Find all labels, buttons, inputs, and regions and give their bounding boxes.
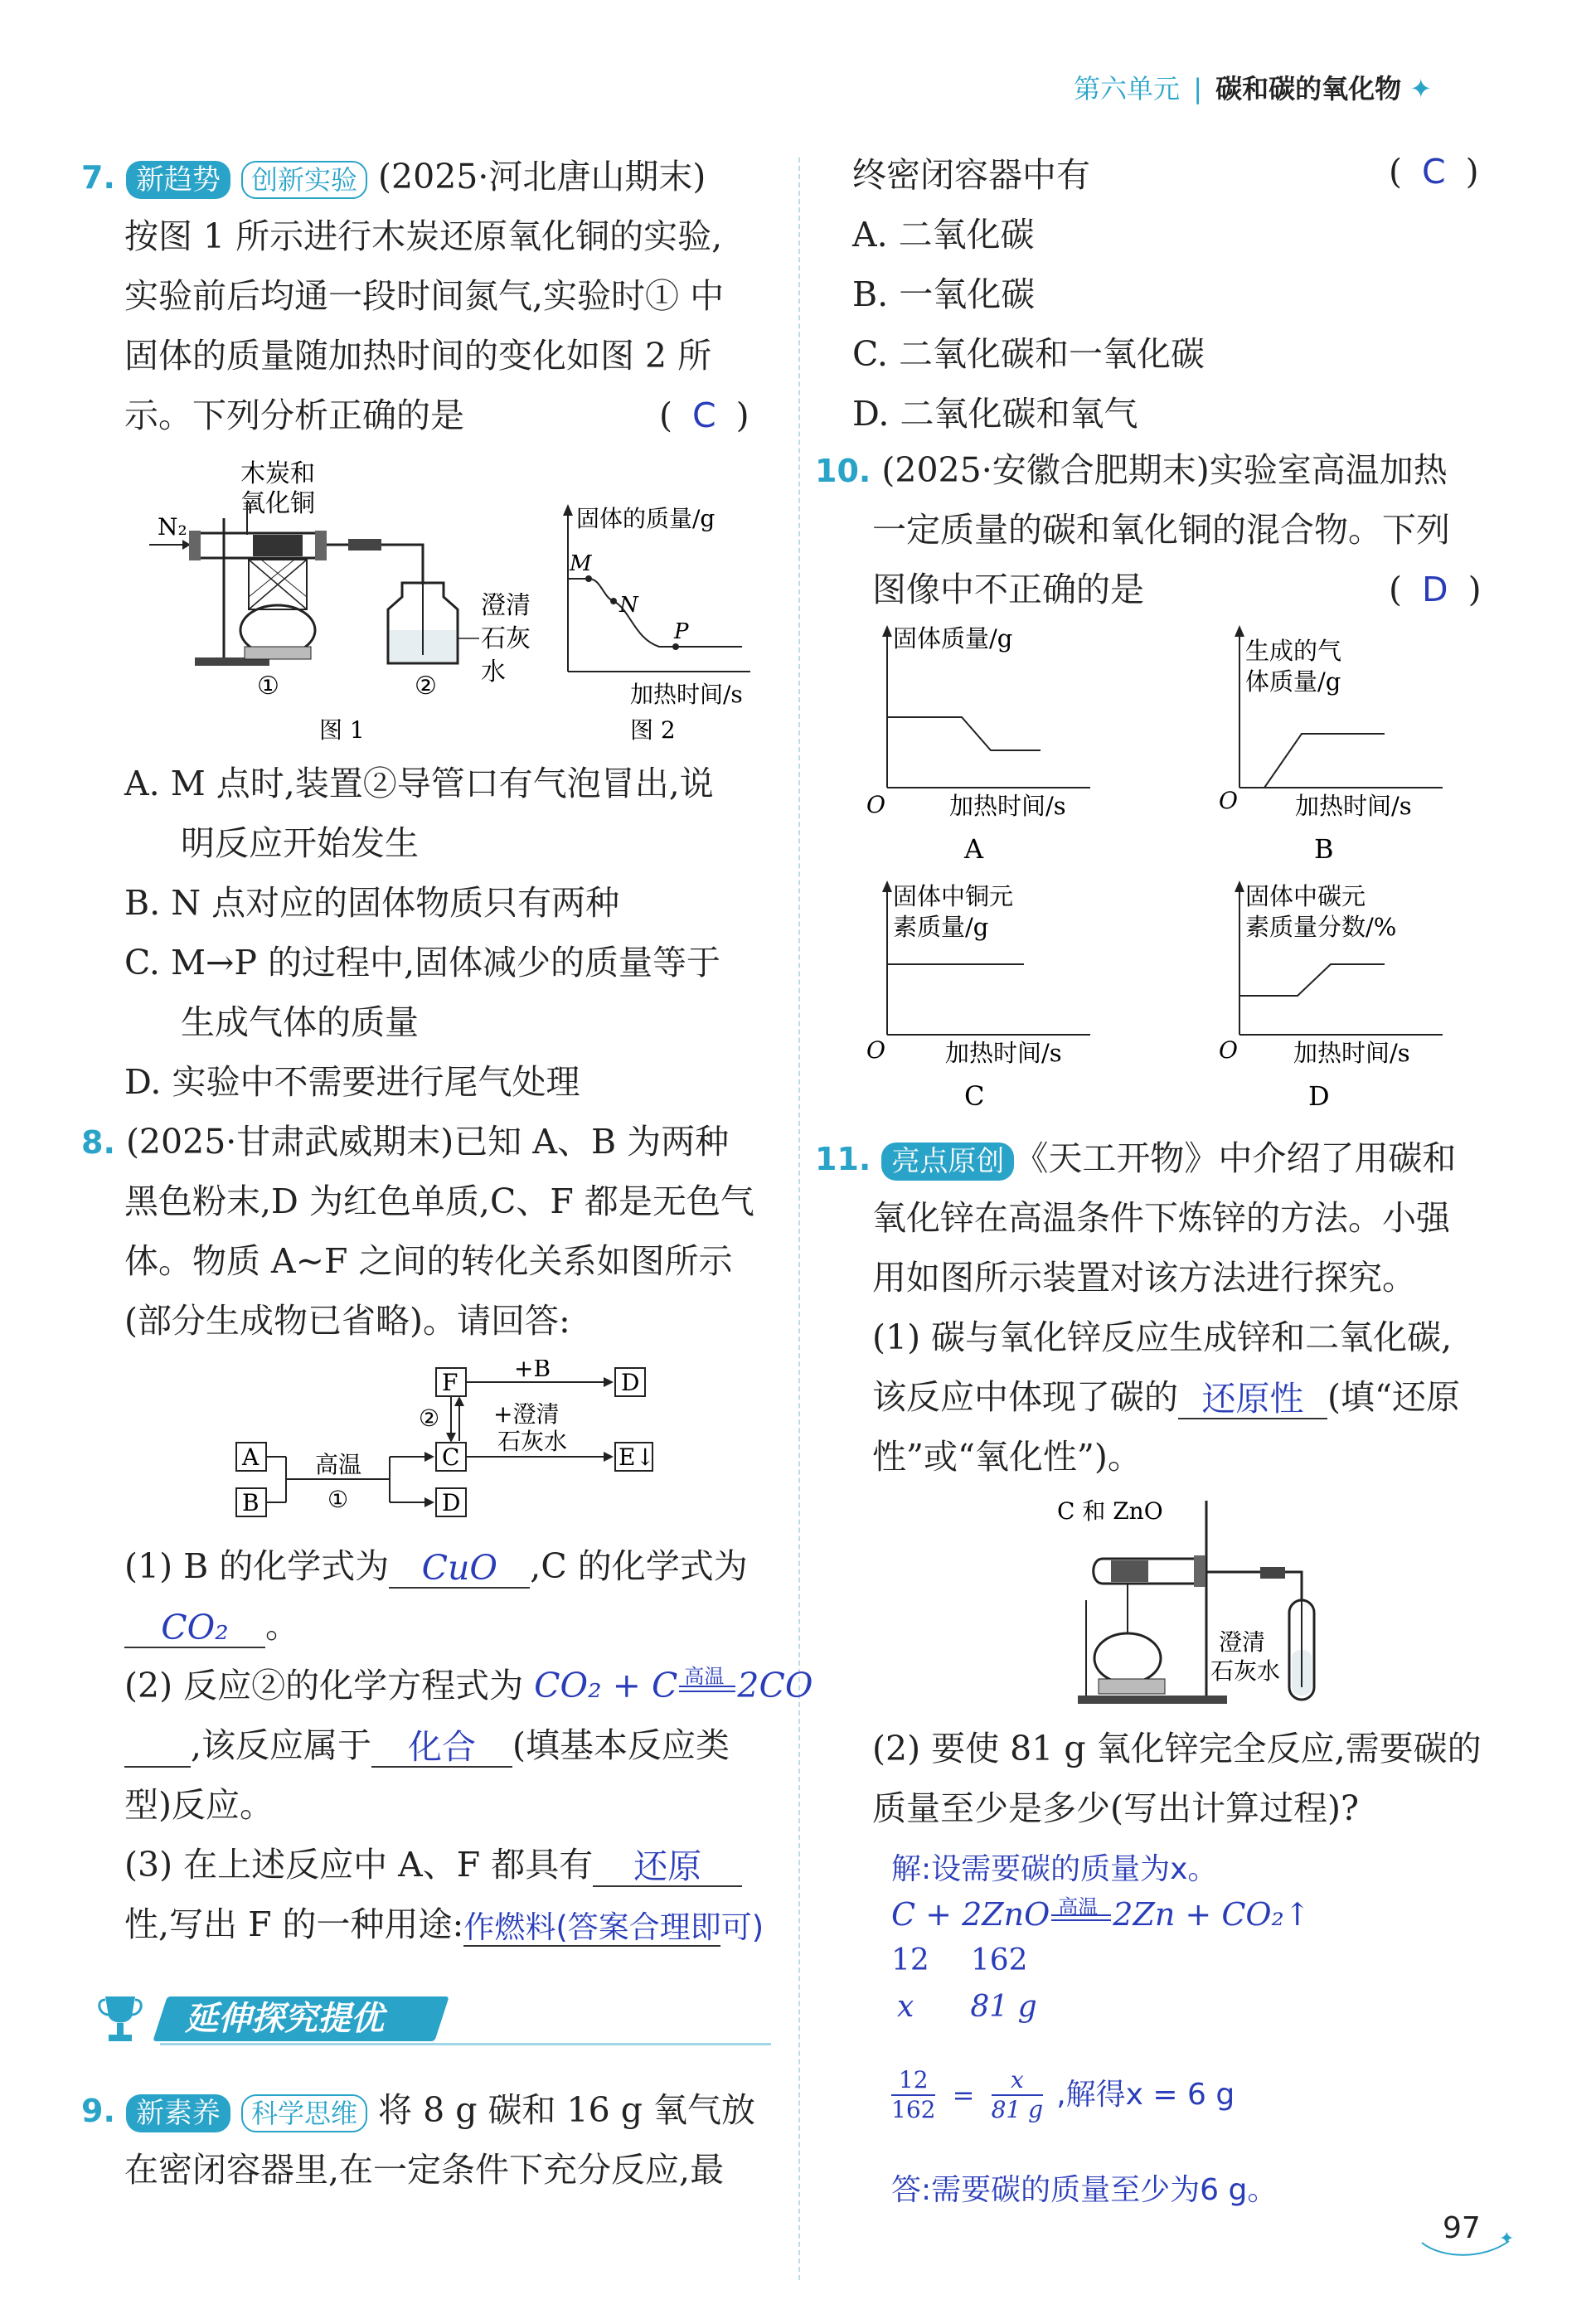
q8-part2-end: 型)反应。 (124, 1785, 274, 1825)
unit-title: 碳和碳的氧化物 (1215, 73, 1402, 104)
q11-eq-left: C + 2ZnO (891, 1896, 1050, 1933)
q7-option-b[interactable] (124, 881, 619, 925)
q11-p1-answer: 还原性 (1201, 1379, 1304, 1419)
q11-solution-equation (891, 1892, 1311, 1937)
q7-option-d-letter: D. (124, 1062, 162, 1102)
fig1-label-2: 氧化铜 (240, 489, 315, 518)
q8-p2-text-b: ,该反应属于 (191, 1725, 372, 1765)
q8-p1-text-b: ,C 的化学式为 (530, 1546, 748, 1586)
q7-option-a-cont: 明反应开始发生 (181, 823, 419, 863)
page-header (1074, 68, 1432, 106)
q10-chart-a[interactable] (866, 622, 1115, 871)
q10-b-origin: O (1219, 787, 1238, 814)
q8-circle-2: ② (419, 1404, 440, 1432)
q8-p2-blank-tail (124, 1725, 191, 1768)
fig1-circle-1: ① (257, 672, 279, 701)
q9-option-a[interactable]: A. 二氧化碳 (852, 215, 1035, 255)
q10-c-xlabel: 加热时间/s (945, 1039, 1062, 1067)
column-divider (798, 158, 800, 2280)
q7-answer-value: C (692, 395, 716, 435)
fig2-caption: 图 2 (630, 716, 676, 744)
q10-c-ylabel-1: 固体中铜元 (893, 882, 1014, 910)
q7-option-a-text: M 点时,装置②导管口有气泡冒出,说 (170, 764, 714, 803)
fig1-label-1: 木炭和 (240, 459, 315, 488)
q9-option-b[interactable]: B. 一氧化碳 (852, 274, 1036, 314)
q11-result: ,解得x = 6 g (1056, 2078, 1235, 2112)
q8-p2-arrow (677, 1664, 737, 1705)
q7-option-c-letter: C. (124, 943, 160, 982)
q8-p3-blank-1[interactable] (593, 1844, 742, 1887)
fig1-lime-1: 澄清 (481, 591, 531, 620)
q11-tag-original: 亮点原创 (881, 1143, 1014, 1181)
q11-fraction-2-num: x (1010, 2066, 1024, 2093)
q9-paren-open: ( (1389, 152, 1402, 192)
q8-diagram (232, 1360, 680, 1534)
q8-part1-cont (124, 1603, 299, 1648)
q11-part2-cont: 质量至少是多少(写出计算过程)? (872, 1788, 1359, 1828)
q10-a-ylabel: 固体质量/g (893, 624, 1013, 653)
q10-a-xlabel: 加热时间/s (949, 792, 1066, 820)
q10-line-1: 实验室高温加热 (1209, 450, 1448, 490)
trophy-icon (95, 1990, 145, 2046)
q10-a-origin: O (866, 791, 885, 818)
q10-answer-value: D (1422, 570, 1448, 609)
q8-p2-text-c: (填基本反应类 (512, 1725, 730, 1765)
q11-fig-top-label: C 和 ZnO (1057, 1497, 1163, 1525)
q7-line-4: 示。下列分析正确的是 (124, 395, 464, 435)
q11-part1: (1) 碳与氧化锌反应生成锌和二氧化碳, (872, 1317, 1453, 1357)
q10-d-ylabel-1: 固体中碳元 (1245, 882, 1366, 910)
q8-p1-answer-1: CuO (421, 1548, 497, 1588)
q9-option-d[interactable]: D. 二氧化碳和氧气 (852, 394, 1138, 434)
q7-paren-close: ) (735, 395, 749, 435)
q8-box-d2: D (621, 1369, 640, 1396)
q11-fig-lime-1: 澄清 (1219, 1628, 1266, 1656)
q9-tag-thinking: 科学思维 (241, 2094, 367, 2132)
q8-p1-blank-1[interactable] (389, 1545, 530, 1589)
q7-paren-open: ( (659, 395, 672, 435)
q8-part2-cont (124, 1723, 730, 1768)
q7-option-d-text: 实验中不需要进行尾气处理 (172, 1062, 580, 1102)
q8-lime-1: +澄清 (493, 1400, 560, 1428)
q11-ratio-x: x (897, 1990, 914, 2024)
q9-title-line (81, 2088, 755, 2133)
q10-paren-open: ( (1389, 570, 1402, 609)
q8-p2-answer: 化合 (408, 1727, 477, 1767)
q9-answer-value: C (1422, 152, 1446, 192)
q10-b-ylabel-2: 体质量/g (1245, 667, 1341, 696)
fig2-point-p: P (674, 619, 689, 644)
q9-line-2: 在密闭容器里,在一定条件下充分反应,最 (124, 2150, 725, 2190)
q10-paren-close: ) (1467, 570, 1482, 609)
q7-source: (2025·河北唐山期末) (378, 157, 706, 196)
q8-p2-text-a: (2) 反应②的化学方程式为 (124, 1666, 524, 1705)
q11-ratio-162: 162 (970, 1943, 1028, 1977)
q8-box-e: E↓ (619, 1443, 655, 1471)
q8-line-1: 已知 A、B 为两种 (454, 1122, 730, 1162)
fig1-lime-2: 石灰 (481, 624, 531, 653)
q11-fraction-2 (992, 2066, 1043, 2124)
q11-eq-arrow (1050, 1894, 1113, 1934)
q9-number: 9. (81, 2093, 115, 2129)
q8-box-f: F (442, 1369, 458, 1396)
q11-ratio-row-1 (891, 1938, 1028, 1983)
q8-line-2: 黑色粉末,D 为红色单质,C、F 都是无色气 (124, 1181, 754, 1221)
q7-option-b-letter: B. (124, 883, 161, 923)
fig2-xlabel: 加热时间/s (630, 681, 743, 708)
q9-answer (1389, 149, 1479, 194)
q8-part3-cont (124, 1902, 764, 1947)
q10-number: 10. (815, 453, 871, 489)
q10-d-origin: O (1219, 1036, 1238, 1064)
q7-option-c-text: M→P 的过程中,固体减少的质量等于 (171, 943, 720, 982)
unit-label: 第六单元 (1074, 73, 1181, 104)
q11-line-1: 《天工开物》中介绍了用碳和 (1014, 1138, 1457, 1178)
q10-answer (1389, 567, 1482, 612)
q8-p2-equation-right: 2CO (737, 1666, 813, 1705)
section-title: 延伸探究提优 (185, 2000, 384, 2038)
q8-p3-answer-2: 作燃料(答案合理即可) (463, 1909, 764, 1945)
q11-number: 11. (815, 1141, 871, 1177)
q7-line-1: 按图 1 所示进行木炭还原氧化铜的实验, (124, 216, 723, 256)
q7-option-d[interactable] (124, 1060, 580, 1104)
q10-b-ylabel-1: 生成的气 (1245, 637, 1342, 665)
q10-line-2: 一定质量的碳和氧化铜的混合物。下列 (872, 510, 1450, 550)
q8-p1-blank-2[interactable] (124, 1605, 265, 1648)
q10-chart-b[interactable] (1219, 622, 1467, 871)
q11-line-2: 氧化锌在高温条件下炼锌的方法。小强 (872, 1198, 1450, 1238)
q8-part3 (124, 1842, 742, 1887)
q8-title-line (81, 1119, 729, 1165)
q8-box-b: B (242, 1489, 260, 1516)
q10-b-xlabel: 加热时间/s (1295, 792, 1412, 820)
q8-gaowen: 高温 (315, 1451, 362, 1478)
fig1-caption: 图 1 (319, 716, 365, 744)
q9-tag-quality: 新素养 (126, 2094, 230, 2132)
q10-d-ylabel-2: 素质量分数/% (1245, 913, 1397, 941)
q7-title-line (81, 154, 706, 200)
q7-option-c-cont: 生成气体的质量 (181, 1002, 419, 1042)
q11-fraction-1 (891, 2066, 935, 2124)
q8-p2-equation-left: CO₂ + C (534, 1666, 678, 1705)
q8-p1-text-a: (1) B 的化学式为 (124, 1546, 390, 1586)
q8-lime-2: 石灰水 (497, 1428, 568, 1455)
q8-number: 8. (81, 1124, 115, 1161)
q7-line-2: 实验前后均通一段时间氮气,实验时① 中 (124, 276, 725, 316)
q10-chart-d[interactable] (1219, 869, 1484, 1118)
q8-p3-blank-2[interactable] (463, 1904, 764, 1947)
q8-circle-1: ① (327, 1486, 349, 1513)
q11-ratio-81g: 81 g (970, 1990, 1037, 2024)
q8-p2-condition: 高温 (684, 1664, 725, 1688)
q11-solution-intro: 解:设需要碳的质量为x。 (891, 1852, 1218, 1886)
q8-source: (2025·甘肃武威期末) (125, 1122, 454, 1162)
q11-proportion (891, 2066, 1235, 2124)
q11-part1-cont (872, 1375, 1460, 1419)
q11-fraction-1-num: 12 (898, 2066, 929, 2093)
q10-a-label: A (964, 833, 984, 865)
section-banner (95, 1990, 771, 2050)
q7-option-a-letter: A. (124, 764, 160, 803)
svg-text:✦: ✦ (1499, 2229, 1515, 2249)
q10-c-origin: O (866, 1036, 885, 1064)
q7-figure-2 (551, 497, 775, 750)
q11-p1-blank[interactable] (1178, 1376, 1327, 1419)
q8-p1-answer-2: CO₂ (161, 1608, 229, 1647)
page-number-badge (1418, 2210, 1517, 2259)
q7-tag-trend: 新趋势 (126, 161, 230, 199)
q8-part1 (124, 1544, 748, 1589)
fig1-lime-3: 水 (481, 657, 506, 686)
q8-box-d1: D (442, 1489, 461, 1516)
q11-equals: = (952, 2079, 975, 2111)
q9-option-c[interactable]: C. 二氧化碳和一氧化碳 (852, 334, 1205, 374)
q10-title-line (815, 448, 1448, 493)
q7-option-c[interactable] (124, 940, 720, 985)
q11-line-3: 用如图所示装置对该方法进行探究。 (872, 1258, 1416, 1298)
q8-line-3: 体。物质 A~F 之间的转化关系如图所示 (124, 1241, 733, 1281)
q8-box-c: C (442, 1443, 460, 1471)
fig2-point-m: M (570, 551, 592, 576)
q8-line-4: (部分生成物已省略)。请回答: (124, 1301, 570, 1341)
q11-p1-text-b: 该反应中体现了碳的 (872, 1377, 1178, 1417)
q8-p2-blank[interactable] (371, 1725, 512, 1768)
q7-option-a[interactable] (124, 761, 714, 806)
header-separator: | (1193, 73, 1202, 104)
q10-chart-c[interactable] (866, 869, 1115, 1118)
q10-d-xlabel: 加热时间/s (1293, 1039, 1410, 1067)
q11-eq-condition: 高温 (1058, 1894, 1099, 1919)
q8-plus-b: +B (514, 1360, 551, 1382)
q11-eq-right: 2Zn + CO₂↑ (1113, 1896, 1311, 1933)
q11-p1-text-c: (填“还原 (1327, 1377, 1460, 1417)
q10-d-label: D (1308, 1080, 1330, 1112)
q7-line-3: 固体的质量随加热时间的变化如图 2 所 (124, 336, 712, 376)
q9-line-1: 将 8 g 碳和 16 g 氧气放 (378, 2090, 755, 2130)
fig2-ylabel: 固体的质量/g (576, 505, 716, 532)
q11-ratio-row-2 (897, 1985, 1037, 2030)
q11-part2: (2) 要使 81 g 氧化锌完全反应,需要碳的 (872, 1729, 1482, 1768)
fig1-n2: N₂ (158, 513, 187, 541)
q10-line-3: 图像中不正确的是 (872, 570, 1144, 609)
q11-fig-lime-2: 石灰水 (1210, 1657, 1281, 1685)
q11-fraction-1-den: 162 (891, 2096, 936, 2123)
fig2-point-n: N (619, 593, 638, 618)
q10-b-label: B (1314, 833, 1334, 865)
q11-final-answer: 答:需要碳的质量至少为6 g。 (891, 2173, 1278, 2207)
section-underline (160, 2043, 771, 2045)
page-number: 97 (1443, 2211, 1481, 2245)
q11-fraction-2-den: 81 g (991, 2096, 1044, 2123)
q11-apparatus (1053, 1492, 1335, 1716)
q7-answer (659, 393, 749, 438)
q8-p3-text-a: (3) 在上述反应中 A、F 都具有 (124, 1845, 594, 1885)
q9-line-3: 终密闭容器中有 (852, 155, 1090, 195)
q8-part2 (124, 1663, 813, 1708)
q8-p1-period: 。 (265, 1606, 299, 1646)
q7-number: 7. (81, 159, 115, 196)
fig1-circle-2: ② (415, 672, 437, 701)
q8-p3-answer-1: 还原 (633, 1846, 702, 1886)
q7-option-b-text: N 点对应的固体物质只有两种 (171, 883, 620, 923)
q10-c-label: C (964, 1080, 985, 1112)
q11-title-line (815, 1136, 1456, 1181)
q8-box-a: A (242, 1443, 260, 1471)
q9-paren-close: ) (1465, 152, 1479, 192)
q7-tag-innovate: 创新实验 (241, 161, 367, 199)
q7-figure-1 (149, 452, 539, 750)
q8-p3-text-b: 性,写出 F 的一种用途: (124, 1904, 464, 1944)
q11-part1-end: 性”或“氧化性”)。 (872, 1437, 1142, 1477)
star-icon: ✦ (1409, 73, 1433, 104)
q10-source: (2025·安徽合肥期末) (881, 450, 1210, 490)
q10-c-ylabel-2: 素质量/g (893, 913, 989, 941)
q11-ratio-12: 12 (891, 1943, 929, 1977)
